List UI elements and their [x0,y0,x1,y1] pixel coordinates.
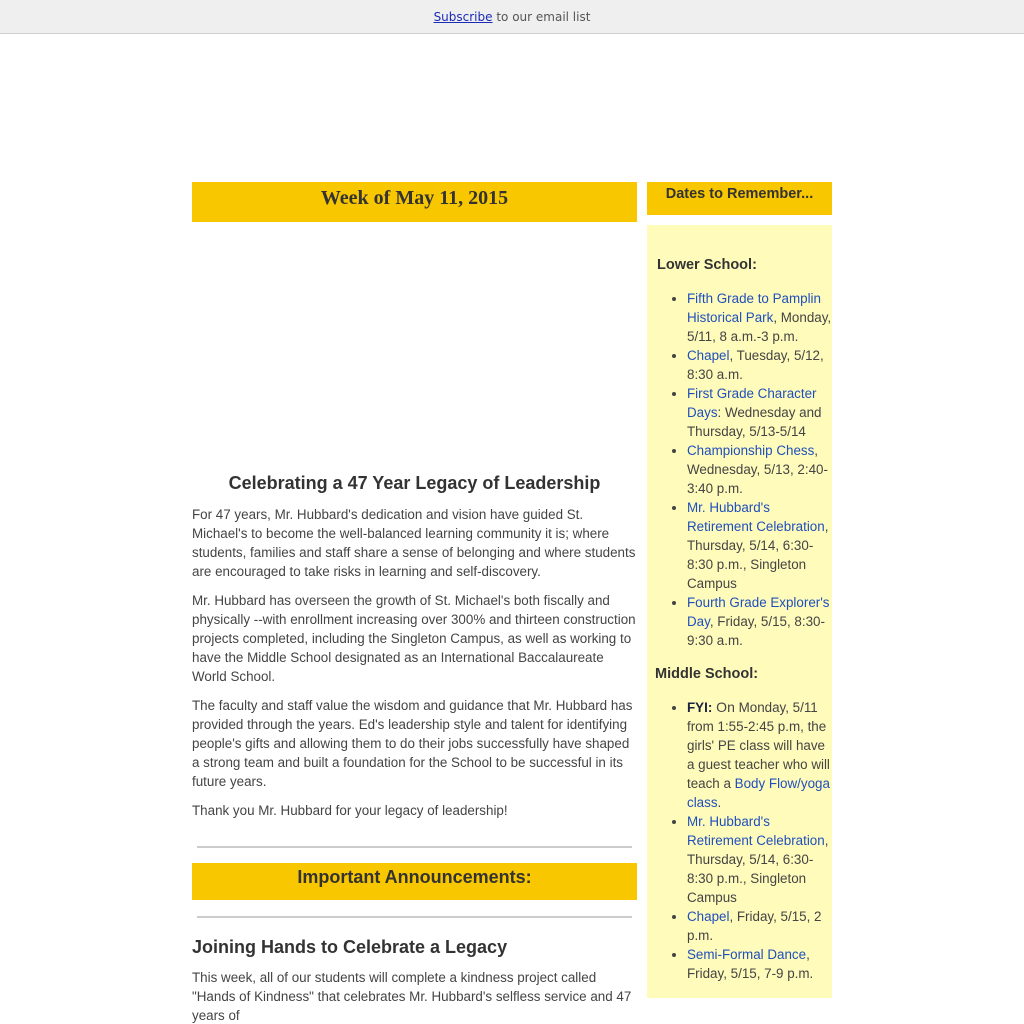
event-link[interactable]: Body Flow/yoga class [687,776,830,810]
announcements-header [192,863,637,900]
week-title: Week of May 11, 2015 [320,187,509,209]
list-item: • Chapel, Tuesday, 5/12, 8:30 a.m. [687,346,832,384]
dates-box [647,225,832,998]
legacy-title: Celebrating a 47 Year Legacy of Leadership [228,473,601,493]
event-link[interactable]: Fourth Grade Explorer's Day [687,595,830,629]
week-header [192,182,637,222]
fyi-label: FYI: [687,700,713,715]
list-item: • Fifth Grade to Pamplin Historical Park, Monday, 5/11, 8 a.m.-3 p.m. [687,289,832,346]
lower-school-heading: Lower School: [657,257,757,273]
subscribe-text: to our email list [492,10,591,24]
middle-school-heading: Middle School: [655,666,759,682]
legacy-paragraph-1: For 47 years, Mr. Hubbard's dedication and vision have guided St. Michael's to become the well-balanced learning community it is; where students, families and staff share a sense of belonging and where students are encouraged to take risks in learning and self-discovery. [192,507,636,579]
list-item: • Semi-Formal Dance, Friday, 5/15, 7-9 p.m. [687,945,832,983]
lower-school-list [687,289,832,650]
list-item: • Championship Chess, Wednesday, 5/13, 2:40-3:40 p.m. [687,441,832,498]
dates-header [647,182,832,215]
joining-title: Joining Hands to Celebrate a Legacy [192,937,508,957]
event-link[interactable]: Mr. Hubbard's Retirement Celebration [687,500,825,534]
event-link[interactable]: Championship Chess [687,443,815,458]
subscribe-bar [0,0,1024,34]
sidebar [647,182,832,998]
subscribe-link[interactable]: Subscribe [433,10,493,24]
image-placeholder [192,222,637,465]
list-item: • First Grade Character Days: Wednesday and Thursday, 5/13-5/14 [687,384,832,441]
main-column [192,182,637,1024]
event-link[interactable]: Semi-Formal Dance [687,947,807,962]
event-link[interactable]: Chapel [687,348,730,363]
dates-title: Dates to Remember... [665,186,814,202]
list-item: • Chapel, Friday, 5/15, 2 p.m. [687,907,832,945]
event-link[interactable]: Mr. Hubbard's Retirement Celebration [687,814,825,848]
list-item: • Fourth Grade Explorer's Day, Friday, 5/15, 8:30-9:30 a.m. [687,593,832,650]
legacy-paragraph-4: Thank you Mr. Hubbard for your legacy of leadership! [192,803,508,818]
list-item: • Mr. Hubbard's Retirement Celebration, Thursday, 5/14, 6:30-8:30 p.m., Singleton Campus [687,498,832,593]
event-link[interactable]: First Grade Character Days [687,386,817,420]
announcements-title: Important Announcements: [297,867,532,887]
list-item: • FYI: On Monday, 5/11 from 1:55-2:45 p.m, the girls' PE class will have a guest teacher who will teach a Body Flow/yoga class. [687,698,832,812]
legacy-paragraph-2: Mr. Hubbard has overseen the growth of St. Michael's both fiscally and physically --with enrollment increasing over 300% and thirteen construction projects completed, including the Singleton Campus, as well as working to have the Middle School designated as an International Baccalaureate World School. [192,593,636,684]
legacy-paragraph-3: The faculty and staff value the wisdom and guidance that Mr. Hubbard has provided through the years. Ed's leadership style and talent for identifying people's gifts and allowing them to do their jobs successfully have shaped a strong team and built a foundation for the School to be successful in its future years. [192,698,633,789]
list-item: • Mr. Hubbard's Retirement Celebration, Thursday, 5/14, 6:30-8:30 p.m., Singleton Campus [687,812,832,907]
event-link[interactable]: Chapel [687,909,730,924]
joining-paragraph: This week, all of our students will complete a kindness project called "Hands of Kindness" that celebrates Mr. Hubbard's selfless service and 47 years of [192,970,632,1023]
middle-school-list [687,698,832,983]
event-link[interactable]: Fifth Grade to Pamplin Historical Park [687,291,821,325]
